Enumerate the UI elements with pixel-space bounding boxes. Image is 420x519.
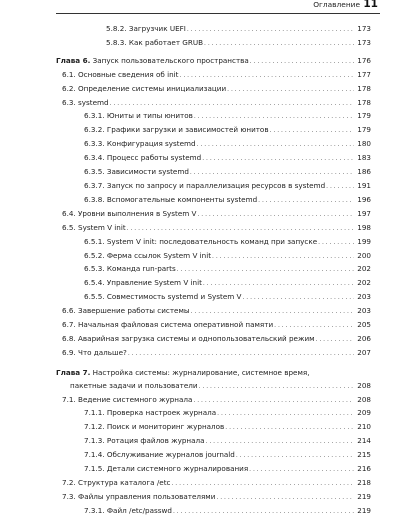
toc-entry-page: 202: [357, 264, 371, 274]
toc-entry-page: 219: [357, 491, 371, 501]
toc-entry-title: Ферма ссылок System V init: [106, 250, 212, 260]
toc-entry[interactable]: [56, 208, 371, 222]
toc-entry-number: 6.5.2.: [84, 250, 105, 260]
toc-entry-page: 196: [357, 194, 371, 204]
toc-entry[interactable]: [56, 291, 371, 305]
dot-leader: [318, 237, 354, 250]
toc-entry[interactable]: [56, 463, 371, 477]
toc-entry-text: [84, 435, 205, 448]
toc-entry-text: [84, 449, 235, 462]
toc-chapter-7-line2: [56, 380, 371, 394]
toc-entry-number: 6.6.: [62, 306, 76, 316]
toc-entry-title: Уровни выполнения в System V: [78, 208, 197, 218]
toc-entry[interactable]: [56, 83, 371, 97]
toc-entry-page: 214: [357, 436, 371, 446]
toc-entry-title: Определение системы инициализации: [78, 83, 227, 93]
dot-leader: [217, 408, 354, 421]
dot-leader: [177, 264, 354, 277]
dot-leader: [203, 278, 354, 291]
dot-leader: [127, 223, 354, 236]
chapter-label: Глава 6.: [56, 55, 91, 65]
toc-entry-number: 7.1.5.: [84, 464, 105, 474]
toc-entry[interactable]: [56, 435, 371, 449]
toc-entry-number: 7.1.1.: [84, 408, 105, 418]
toc-entry-text: [62, 69, 179, 82]
toc-entry-page: 177: [357, 69, 371, 79]
toc-entry-text: [62, 319, 273, 332]
dot-leader: [270, 125, 354, 138]
toc-entry-page: 173: [357, 37, 371, 47]
toc-entry[interactable]: [56, 97, 371, 111]
toc-entry-page: 180: [357, 139, 371, 149]
toc-entry-title: Команда run-parts: [106, 264, 176, 274]
toc-entry-title: Процесс работы systemd: [106, 153, 202, 163]
toc-entry-number: 6.5.3.: [84, 264, 105, 274]
toc-entry-page: 179: [357, 125, 371, 135]
toc-entry[interactable]: [56, 222, 371, 236]
toc-entry[interactable]: [56, 491, 371, 505]
toc-entry-title: Проверка настроек журнала: [106, 408, 217, 418]
toc-entry-number: 6.3.1.: [84, 111, 105, 121]
toc-entry-text: [84, 138, 196, 151]
toc-entry-number: 5.8.2.: [106, 24, 127, 33]
toc-entry-page: 202: [357, 278, 371, 288]
dot-leader: [227, 84, 354, 97]
toc-entry-title: Структура каталога /etc: [78, 478, 171, 487]
toc-entry[interactable]: [56, 166, 371, 180]
dot-leader: [274, 320, 354, 333]
toc-entry-number: 7.1.: [62, 394, 76, 404]
toc-entry-page: 218: [357, 478, 371, 487]
toc-entry-page: 200: [357, 250, 371, 260]
toc-entry-text: [84, 180, 325, 193]
toc-entry-page: 209: [357, 408, 371, 418]
toc-entry-number: 6.3.4.: [84, 153, 105, 163]
dot-leader: [249, 464, 354, 477]
toc-section-ch6: [56, 69, 371, 361]
toc-entry-page: 203: [357, 292, 371, 302]
toc-entry-title: Файлы управления пользователями: [78, 491, 216, 501]
toc-entry-text: [84, 277, 202, 290]
toc-entry-title: Юниты и типы юнитов: [106, 111, 193, 121]
toc-entry-title: Ротация файлов журнала: [106, 436, 205, 446]
toc-entry-title: Управление System V init: [106, 278, 202, 288]
toc-entry-number: 7.3.1.: [84, 505, 105, 515]
toc-entry-number: 7.3.: [62, 491, 76, 501]
toc-entry[interactable]: [56, 394, 371, 408]
toc-entry-text: [84, 166, 189, 179]
toc-entry-text: [84, 291, 241, 304]
toc-entry-title: Детали системного журналирования: [106, 464, 249, 474]
toc-entry-number: 6.9.: [62, 347, 76, 357]
toc-entry-text: [106, 37, 203, 50]
toc-entry[interactable]: [56, 477, 371, 491]
toc-entry[interactable]: [56, 421, 371, 435]
toc-entry-page: 198: [357, 222, 371, 232]
toc-entry-text: [84, 463, 248, 476]
toc-entry-title: Запуск по запросу и параллелизация ресурсов в systemd: [106, 180, 326, 190]
dot-leader: [206, 436, 355, 449]
toc-entry-number: 6.3.: [62, 97, 76, 107]
toc-entry[interactable]: [56, 263, 371, 277]
dot-leader: [197, 209, 354, 222]
dot-leader: [242, 292, 354, 305]
toc-entry-page: 191: [357, 180, 371, 190]
toc-entry-number: 6.3.3.: [84, 139, 105, 149]
page-number: 11: [363, 0, 378, 10]
toc-entry-number: 6.8.: [62, 333, 76, 343]
toc-entry[interactable]: [56, 347, 371, 361]
dot-leader: [171, 478, 354, 491]
toc-entry[interactable]: [56, 449, 371, 463]
toc-entry-page: 199: [357, 236, 371, 246]
toc-entry-title: Начальная файловая система оперативной памяти: [78, 320, 274, 330]
dot-leader: [110, 98, 354, 111]
toc-entry-number: 6.3.7.: [84, 180, 105, 190]
toc-entry-title: Завершение работы системы: [78, 306, 190, 316]
toc-entry[interactable]: [56, 236, 371, 250]
toc-chapter-6-text: [56, 55, 249, 68]
dot-leader: [173, 506, 354, 519]
toc-entry[interactable]: [56, 194, 371, 208]
toc-entry-text: [84, 407, 216, 420]
dot-leader: [197, 139, 354, 152]
toc-entry-page: 197: [357, 208, 371, 218]
toc-entry-title: System V init: [78, 222, 126, 232]
toc-entry-text: [84, 236, 317, 249]
toc-entry-text: [62, 333, 315, 346]
toc-entry-text: [84, 250, 211, 263]
toc-entry[interactable]: [56, 277, 371, 291]
toc-entry-page: 173: [357, 24, 371, 33]
toc-entry-page: 207: [357, 347, 371, 357]
dot-leader: [199, 381, 354, 394]
toc-section-top: [56, 23, 371, 51]
toc-entry-number: 6.5.1.: [84, 236, 105, 246]
toc-entry[interactable]: [56, 110, 371, 124]
dot-leader: [250, 56, 354, 69]
toc-entry-title: Что дальше?: [78, 347, 127, 357]
toc-entry-title: Аварийная загрузка системы и однопользовательский режим: [78, 333, 315, 343]
chapter-title-line2: пакетные задачи и пользователи: [70, 380, 198, 390]
toc-entry-title: Вспомогательные компоненты systemd: [106, 194, 258, 204]
toc-entry-number: 6.1.: [62, 69, 76, 79]
toc-entry-title: Обслуживание журналов journald: [106, 450, 235, 460]
toc-entry-page: 219: [357, 505, 371, 515]
dot-leader: [204, 38, 354, 51]
toc-entry-title: Загрузчик UEFI: [128, 24, 186, 33]
toc-entry-text: [106, 23, 186, 36]
toc-entry[interactable]: [56, 180, 371, 194]
toc-entry[interactable]: [56, 138, 371, 152]
toc-entry-number: 7.1.3.: [84, 436, 105, 446]
toc-chapter-7[interactable]: [56, 367, 371, 394]
toc-entry-text: [84, 263, 176, 276]
toc-entry-page: 210: [357, 422, 371, 432]
toc-entry[interactable]: [56, 152, 371, 166]
toc-entry-title: Конфигурация systemd: [106, 139, 196, 149]
dot-leader: [190, 167, 354, 180]
toc-entry-page: 178: [357, 97, 371, 107]
toc-entry[interactable]: [56, 407, 371, 421]
toc-entry[interactable]: [56, 37, 371, 51]
toc-entry-page: 183: [357, 153, 371, 163]
toc-entry-title: Совместимость systemd и System V: [106, 292, 242, 302]
toc-entry-number: 6.5.5.: [84, 292, 105, 302]
toc-entry-number: 6.3.8.: [84, 194, 105, 204]
toc-entry-text: [62, 305, 190, 318]
toc-entry-number: 6.3.5.: [84, 167, 105, 177]
toc-entry-page: 179: [357, 111, 371, 121]
toc-section-ch7: [56, 394, 371, 519]
toc-entry[interactable]: [56, 23, 371, 37]
toc-entry-text: [84, 194, 257, 207]
toc-entry[interactable]: [56, 124, 371, 138]
toc-chapter-6[interactable]: [56, 55, 371, 69]
toc-entry-title: Зависимости systemd: [106, 167, 189, 177]
dot-leader: [191, 306, 354, 319]
toc-entry-page: 208: [357, 394, 371, 404]
toc-entry-text: [84, 110, 193, 123]
toc-entry-title: Как работает GRUB: [128, 37, 204, 47]
toc-entry-text: [62, 208, 196, 221]
toc-entry-page: 203: [357, 306, 371, 316]
dot-leader: [212, 251, 354, 264]
toc-entry-text: [62, 97, 109, 110]
toc-entry-title: Графики загрузки и зависимостей юнитов: [106, 125, 269, 135]
chapter-label: Глава 7.: [56, 367, 91, 377]
toc-entry[interactable]: [56, 319, 371, 333]
toc-entry-number: 6.3.2.: [84, 125, 105, 135]
toc-chapter-7-line1: [56, 367, 371, 380]
toc-entry[interactable]: [56, 305, 371, 319]
toc-entry-title: systemd: [78, 97, 109, 107]
dot-leader: [202, 153, 354, 166]
toc-entry-number: 6.2.: [62, 83, 76, 93]
chapter-page: 208: [357, 380, 371, 390]
chapter-title: Запуск пользовательского пространства: [92, 55, 249, 65]
toc-entry-page: 206: [357, 333, 371, 343]
toc-entry-title: Поиск и мониторинг журналов: [106, 422, 225, 432]
toc-entry-text: [84, 152, 201, 165]
dot-leader: [187, 24, 354, 37]
toc-entry[interactable]: [56, 333, 371, 347]
toc-entry-page: 215: [357, 450, 371, 460]
dot-leader: [128, 348, 354, 361]
toc-entry-text: [62, 477, 170, 490]
toc-entry-number: 7.1.4.: [84, 450, 105, 460]
toc-entry-text: [62, 83, 226, 96]
toc-entry-title: Ведение системного журнала: [78, 394, 193, 404]
toc-entry-page: 186: [357, 167, 371, 177]
toc-entry-text: [84, 505, 172, 518]
dot-leader: [258, 195, 354, 208]
toc-entry-title: Файл /etc/passwd: [106, 505, 172, 515]
table-of-contents: [56, 23, 371, 519]
dot-leader: [326, 181, 354, 194]
chapter-page: 176: [357, 55, 371, 65]
toc-entry-number: 5.8.3.: [106, 37, 127, 47]
toc-entry-number: 6.4.: [62, 208, 76, 218]
header-rule: [56, 13, 380, 14]
toc-entry[interactable]: [56, 250, 371, 264]
toc-entry-title: Основные сведения об init: [78, 69, 179, 79]
toc-entry[interactable]: [56, 505, 371, 519]
toc-entry-page: 178: [357, 83, 371, 93]
toc-entry-title: System V init: последовательность команд при запуске: [106, 236, 318, 246]
dot-leader: [316, 334, 354, 347]
dot-leader: [180, 70, 354, 83]
toc-entry-number: 7.2.: [62, 478, 76, 487]
toc-entry-text: [62, 222, 126, 235]
toc-entry-text: [62, 347, 127, 360]
toc-entry-text: [62, 394, 192, 407]
toc-entry-page: 216: [357, 464, 371, 474]
toc-entry[interactable]: [56, 69, 371, 83]
toc-entry-text: [84, 421, 224, 434]
chapter-title-line1: Настройка системы: журналирование, системное время,: [92, 367, 310, 377]
toc-entry-number: 6.5.: [62, 222, 76, 232]
toc-entry-page: 205: [357, 320, 371, 330]
dot-leader: [236, 450, 354, 463]
running-header-title: Оглавление: [313, 0, 360, 9]
toc-entry-text: [84, 124, 269, 137]
toc-entry-text: [62, 491, 215, 504]
dot-leader: [194, 111, 354, 124]
dot-leader: [216, 492, 354, 505]
dot-leader: [193, 395, 354, 408]
toc-entry-number: 6.7.: [62, 320, 76, 330]
toc-entry-number: 7.1.2.: [84, 422, 105, 432]
dot-leader: [225, 422, 354, 435]
toc-entry-number: 6.5.4.: [84, 278, 105, 288]
